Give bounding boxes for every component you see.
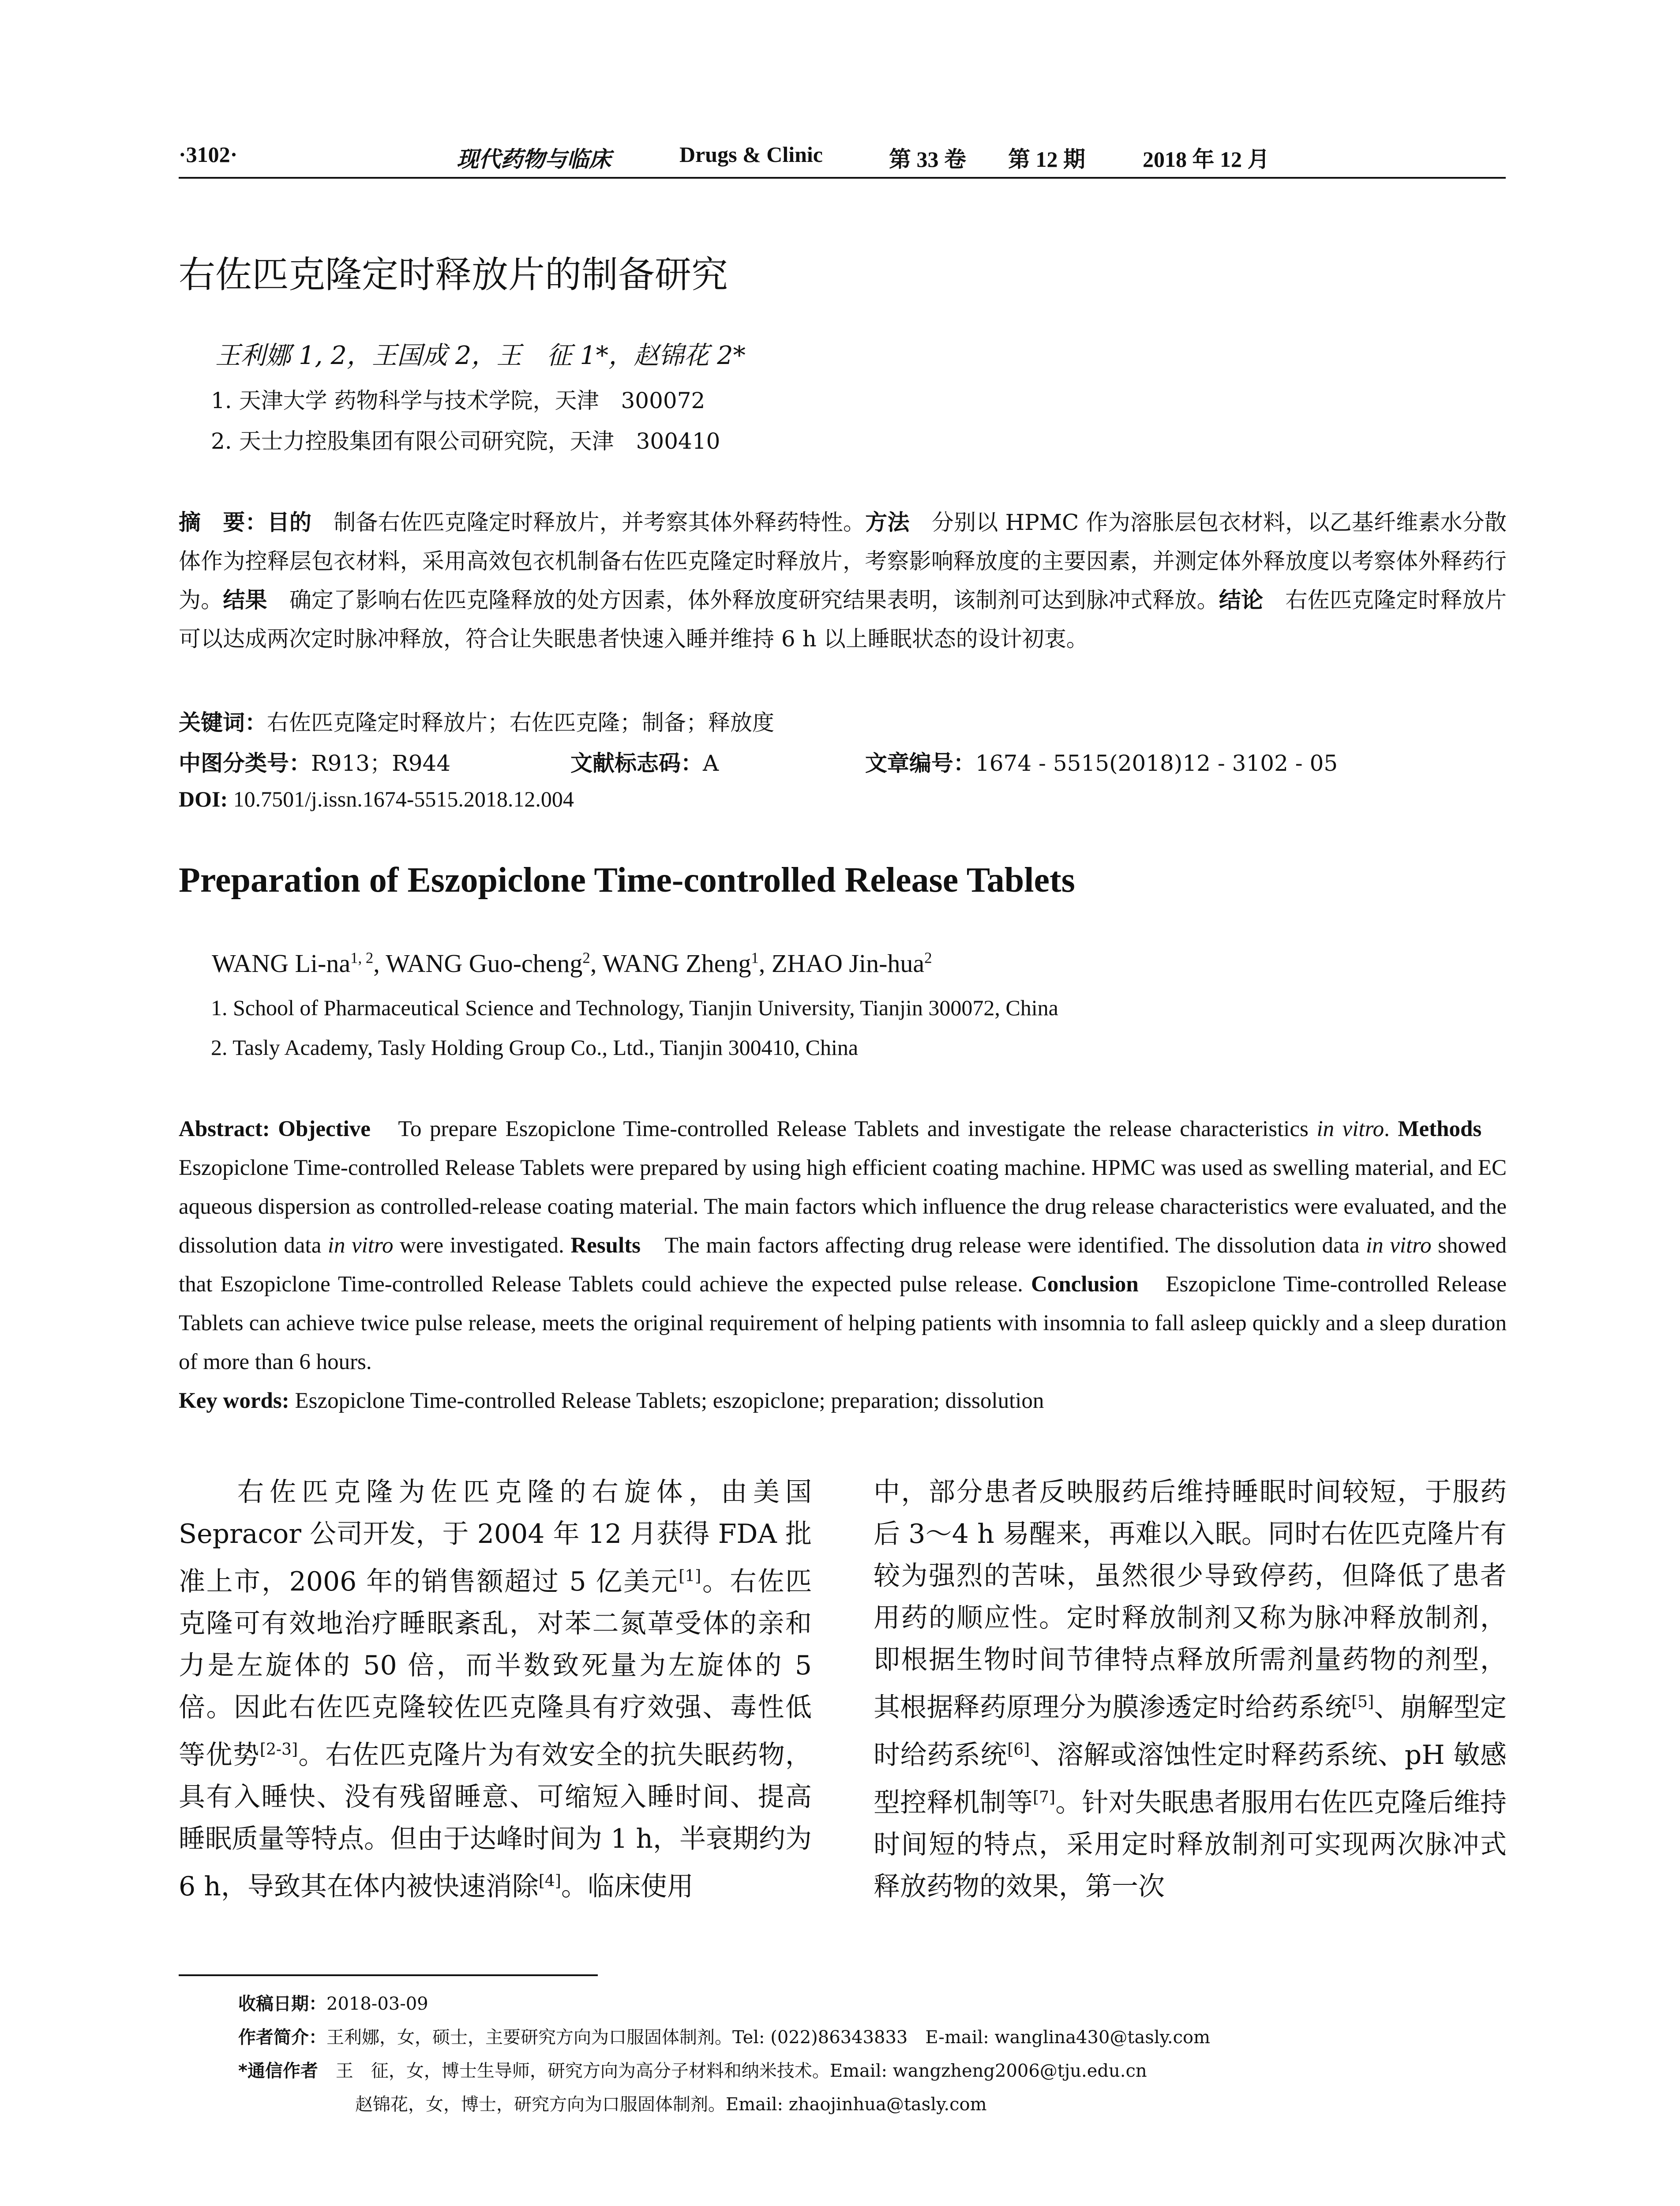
footnote-corresponding-2: 赵锦花，女，博士，研究方向为口服固体制剂。Email: zhaojinhua@tasly.com — [355, 2094, 987, 2115]
affiliation-en-1: 1. School of Pharmaceutical Science and Technology, Tianjin University, Tianjin 300072, China — [211, 995, 1058, 1020]
keywords-cn-label: 关键词： — [179, 710, 267, 735]
page-number: ·3102· — [179, 142, 238, 167]
citation-7[interactable]: [7] — [1033, 1788, 1056, 1806]
keywords-en-text: Eszopiclone Time-controlled Release Tablets; eszopiclone; preparation; dissolution — [295, 1388, 1044, 1413]
abstract-en-label: Abstract: — [179, 1117, 278, 1141]
clc-label: 中图分类号： — [179, 750, 311, 776]
authors-cn: 王利娜 1, 2，王国成 2，王 征 1*，赵锦花 2* — [215, 341, 746, 370]
affiliation-cn-1: 1. 天津大学 药物科学与技术学院，天津 300072 — [211, 388, 705, 413]
volume: 第 33 卷 — [889, 147, 966, 172]
corresponding-author-1: 王 征，女，博士生导师，研究方向为高分子材料和纳米技术。Email: wangzheng2006@tju.edu.cn — [318, 2061, 1147, 2081]
methods-en-end: were investigated. — [393, 1233, 571, 1258]
author-info-text: 王利娜，女，硕士，主要研究方向为口服固体制剂。Tel: (022)86343833 E-mail: wanglina430@tasly.com — [326, 2027, 1211, 2048]
journal-name-cn: 现代药物与临床 — [457, 146, 611, 172]
objective-en-end: . — [1384, 1117, 1398, 1141]
keywords-en-label: Key words: — [179, 1388, 295, 1413]
body-left-text-4: 。临床使用 — [561, 1871, 694, 1902]
conclusion-label-cn: 结论 — [1219, 587, 1264, 613]
citation-5[interactable]: [5] — [1351, 1693, 1374, 1711]
in-vitro-term: in vitro — [327, 1233, 394, 1258]
issue-date: 2018 年 12 月 — [1143, 147, 1270, 172]
author-en-1: WANG Li-na — [212, 949, 351, 978]
methods-label-en: Methods — [1398, 1117, 1482, 1141]
citation-4[interactable]: [4] — [538, 1872, 561, 1890]
author-en-4: , ZHAO Jin-hua — [758, 949, 925, 978]
doc-code: A — [702, 750, 719, 776]
clc-number: R913；R944 — [311, 750, 451, 776]
author-en-2: , WANG Guo-cheng — [373, 949, 583, 978]
in-vitro-term: in vitro — [1366, 1233, 1432, 1258]
footnote-corresponding-1 — [238, 2057, 1147, 2082]
body-left-text-3: 。右佐匹克隆片为有效安全的抗失眠药物，具有入睡快、没有残留睡意、可缩短入睡时间、提高睡眠质量等特点。但由于达峰时间为 1 h，半衰期约为 6 h，导致其在体内被快速消除 — [179, 1740, 812, 1902]
results-label-cn: 结果 — [223, 587, 267, 613]
conclusion-en: Eszopiclone Time-controlled Release Tablets can achieve twice pulse release, meets the original requirement of helping patients with insomnia to fall asleep quickly and a sleep duration of more than 6 hours. — [179, 1272, 1507, 1374]
citation-1[interactable]: [1] — [679, 1567, 701, 1585]
body-right-text-3: 、溶解或溶蚀性定时释药系统、pH 敏感型控释机制等 — [874, 1740, 1507, 1818]
body-column-right — [874, 1471, 1507, 1908]
keywords-cn — [179, 705, 774, 737]
abstract-cn-label: 摘 要： — [179, 510, 267, 535]
objective-en: To prepare Eszopiclone Time-controlled Release Tablets and investigate the release characteristics — [370, 1117, 1317, 1141]
abstract-cn — [179, 503, 1507, 658]
header-rule — [179, 177, 1506, 179]
footnote-author-info — [238, 2023, 1210, 2048]
conclusion-cn: 右佐匹克隆定时释放片可以达成两次定时脉冲释放，符合让失眠患者快速入睡并维持 6 h 以上睡眠状态的设计初衷。 — [179, 587, 1507, 652]
citation-2-3[interactable]: [2-3] — [259, 1741, 298, 1759]
citation-6[interactable]: [6] — [1007, 1741, 1030, 1759]
methods-cn: 分别以 HPMC 作为溶胀层包衣材料，以乙基纤维素水分散体作为控释层包衣材料，采用高效包衣机制备右佐匹克隆定时释放片，考察影响释放度的主要因素，并测定体外释放度以考察体外释药行为。 — [179, 510, 1507, 613]
running-header — [179, 139, 1504, 173]
objective-cn: 制备右佐匹克隆定时释放片，并考察其体外释药特性。 — [311, 510, 866, 535]
author-en-3: , WANG Zheng — [590, 949, 751, 978]
author-en-2-sup: 2 — [582, 949, 590, 967]
author-en-3-sup: 1 — [751, 949, 759, 967]
conclusion-label-en: Conclusion — [1031, 1272, 1139, 1297]
methods-en: Eszopiclone Time-controlled Release Tablets were prepared by using high efficient coating machine. HPMC was used as swelling material, and EC aqueous dispersion as controlled-release coating material. The main factors which influence the drug release characteristics were evaluated, and the dissolution data — [179, 1117, 1507, 1258]
objective-label-en: Objective — [278, 1117, 371, 1141]
body-right-text-1: 中，部分患者反映服药后维持睡眠时间较短，于服药后 3～4 h 易醒来，再难以入眠。同时右佐匹克隆片有较为强烈的苦味，虽然很少导致停药，但降低了患者用药的顺应性。定时释放制剂又称为脉冲释放制剂，即根据生物时间节律特点释放所需剂量药物的剂型，其根据释药原理分为膜渗透定时给药系统 — [874, 1477, 1507, 1723]
body-right-text-2: 、崩解型定时给药系统 — [874, 1692, 1507, 1771]
article-number: 1674 - 5515(2018)12 - 3102 - 05 — [975, 750, 1338, 776]
doi-value: 10.7501/j.issn.1674-5515.2018.12.004 — [228, 787, 574, 811]
body-column-left — [179, 1471, 812, 1908]
article-number-label: 文章编号： — [865, 750, 975, 776]
results-cn: 确定了影响右佐匹克隆释放的处方因素，体外释放度研究结果表明，该制剂可达到脉冲式释放。 — [267, 587, 1219, 613]
title-cn: 右佐匹克隆定时释放片的制备研究 — [179, 253, 728, 296]
objective-label-cn: 目的 — [267, 510, 312, 535]
author-info-label: 作者简介： — [238, 2027, 326, 2048]
author-en-4-sup: 2 — [924, 949, 932, 967]
authors-en — [212, 949, 932, 978]
received-label: 收稿日期： — [238, 1994, 326, 2014]
results-en: The main factors affecting drug release were identified. The dissolution data — [641, 1233, 1366, 1258]
methods-label-cn: 方法 — [865, 510, 910, 535]
corresponding-label: *通信作者 — [238, 2061, 318, 2081]
title-en: Preparation of Eszopiclone Time-controlled Release Tablets — [179, 861, 1075, 900]
doi-label: DOI: — [179, 787, 228, 811]
keywords-cn-text: 右佐匹克隆定时释放片；右佐匹克隆；制备；释放度 — [267, 710, 774, 735]
abstract-en — [179, 1110, 1507, 1420]
results-label-en: Results — [570, 1233, 641, 1258]
affiliation-cn-2: 2. 天士力控股集团有限公司研究院，天津 300410 — [211, 428, 720, 454]
issue: 第 12 期 — [1008, 147, 1085, 172]
body-left-text-1: 右佐匹克隆为佐匹克隆的右旋体，由美国 Sepracor 公司开发，于 2004 年 12 月获得 FDA 批准上市，2006 年的销售额超过 5 亿美元 — [179, 1477, 812, 1597]
footnote-rule — [179, 1974, 598, 1976]
received-date: 2018-03-09 — [326, 1994, 428, 2014]
author-en-1-sup: 1, 2 — [350, 949, 374, 967]
footnote-received — [238, 1990, 428, 2015]
doi-line — [179, 786, 574, 812]
journal-name-en: Drugs & Clinic — [679, 142, 823, 167]
body-left-text-2: 。右佐匹克隆可有效地治疗睡眠紊乱，对苯二氮䓬受体的亲和力是左旋体的 50 倍，而半数致死量为左旋体的 5 倍。因此右佐匹克隆较佐匹克隆具有疗效强、毒性低等优势 — [179, 1566, 812, 1771]
affiliation-en-2: 2. Tasly Academy, Tasly Holding Group Co., Ltd., Tianjin 300410, China — [211, 1035, 859, 1060]
doc-code-label: 文献标志码： — [570, 750, 703, 776]
classification-line — [179, 746, 1338, 777]
body-right-text-4: 。针对失眠患者服用右佐匹克隆后维持时间短的特点，采用定时释放制剂可实现两次脉冲式释放药物的效果，第一次 — [874, 1787, 1507, 1902]
results-en-end: showed that Eszopiclone Time-controlled Release Tablets could achieve the expected pulse release. — [179, 1233, 1507, 1297]
in-vitro-term: in vitro — [1316, 1117, 1384, 1141]
